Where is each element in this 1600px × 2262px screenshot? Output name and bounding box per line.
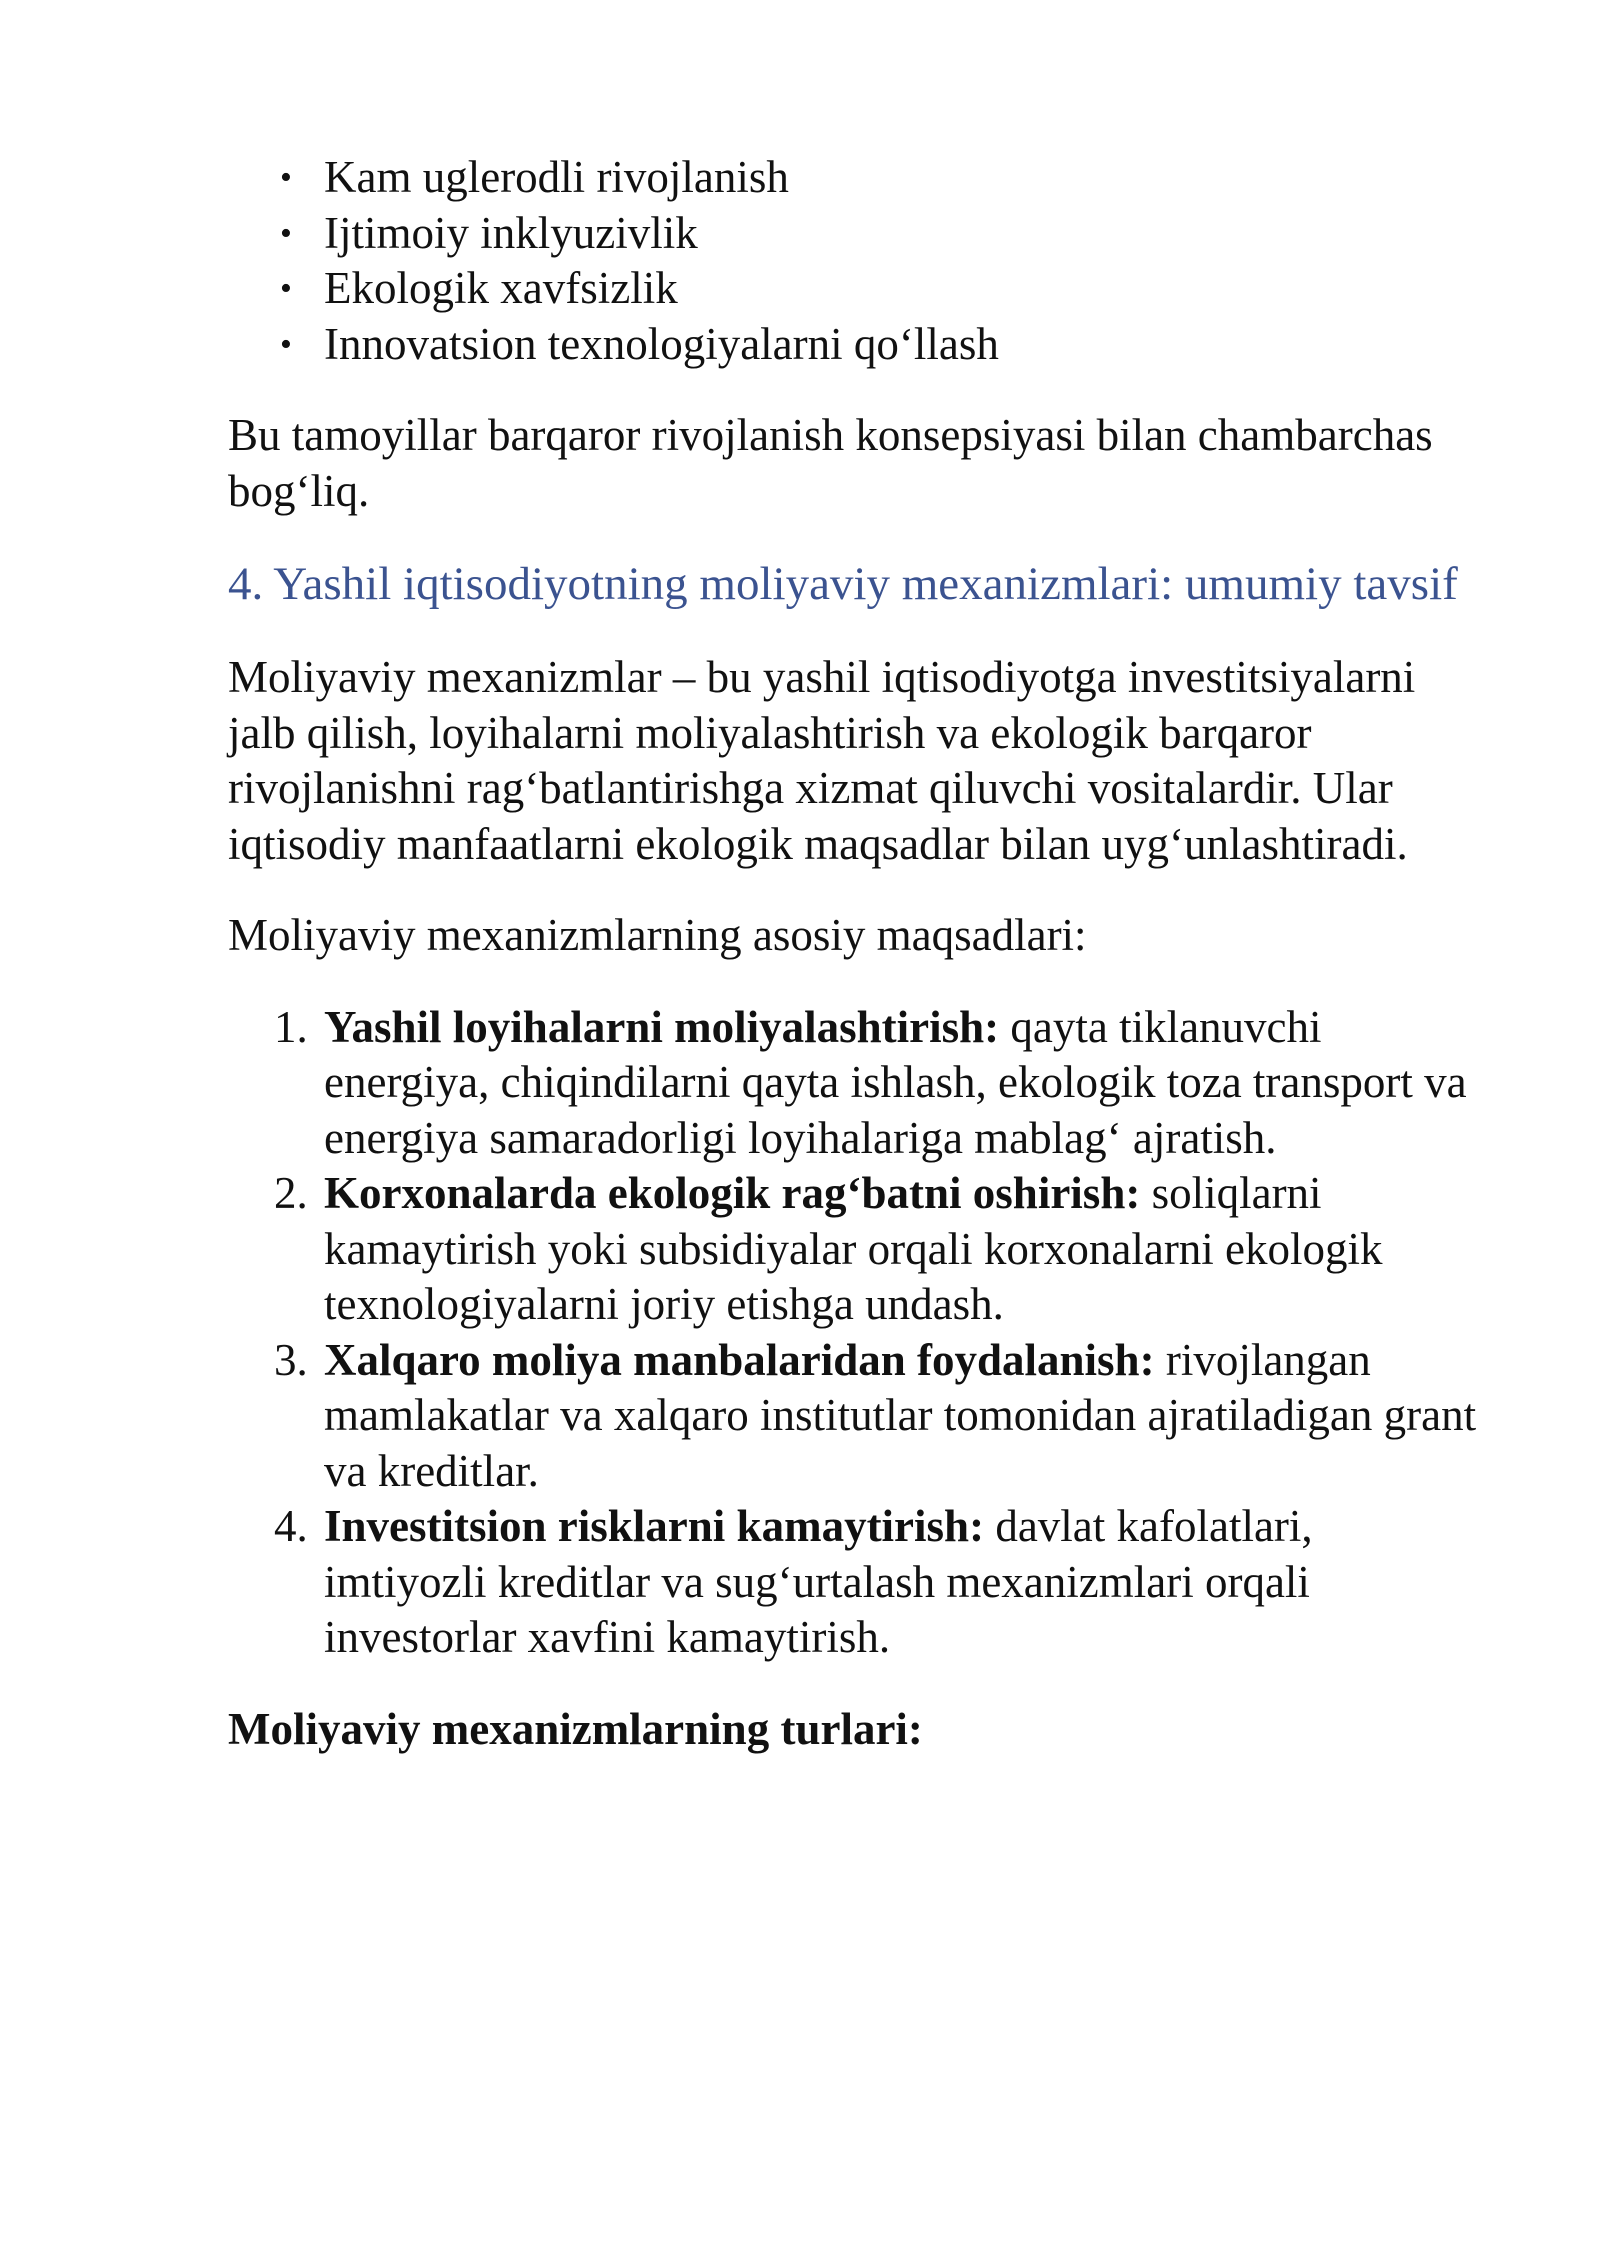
- bullet-item: [228, 261, 1478, 317]
- goal-title: Korxonalarda ekologik rag‘batni oshirish:: [324, 1168, 1141, 1218]
- goal-number: 2.: [274, 1168, 308, 1218]
- goal-title: Investitsion risklarni kamaytirish:: [324, 1501, 985, 1551]
- goal-item: [228, 1166, 1478, 1333]
- bullet-marker: •: [280, 270, 292, 307]
- bullet-item: [228, 206, 1478, 262]
- goal-text: davlat kafolatlari, imtiyozli kreditlar va sug‘urtalash mexanizmlari orqali investorlar xavfini kamaytirish.: [324, 1501, 1313, 1662]
- goal-item: [228, 1333, 1478, 1500]
- goal-title: Yashil loyihalarni moliyalashtirish:: [324, 1001, 1000, 1052]
- goal-text: qayta tiklanuvchi energiya, chiqindilarni qayta ishlash, ekologik toza transport va energiya samaradorligi loyihalariga mablag‘ ajratish.: [324, 1001, 1467, 1163]
- bullet-text: Ekologik xavfsizlik: [324, 263, 678, 313]
- document-page: [228, 150, 1478, 1757]
- mechanism-types-subheading: Moliyaviy mexanizmlarning turlari:: [228, 1703, 923, 1754]
- bullet-text: Kam uglerodli rivojlanish: [324, 152, 789, 202]
- bullet-text: Innovatsion texnologiyalarni qo‘llash: [324, 318, 999, 369]
- section-heading: 4. Yashil iqtisodiyotning moliyaviy mexanizmlari: umumiy tavsif: [228, 558, 1458, 610]
- goals-numbered-list: [228, 1000, 1478, 1666]
- bullet-marker: •: [280, 214, 292, 252]
- goal-item: [228, 1499, 1478, 1666]
- bullet-marker: •: [280, 159, 292, 196]
- goal-text: rivojlangan mamlakatlar va xalqaro institutlar tomonidan ajratiladigan grant va kreditlar.: [324, 1334, 1477, 1496]
- mechanisms-definition-paragraph: Moliyaviy mexanizmlar – bu yashil iqtisodiyotga investitsiyalarni jalb qilish, loyihalarni moliyalashtirish va ekologik barqaror rivojlanishni rag‘batlantirishga xizmat qiluvchi vositalardir. Ular iqtisodiy manfaatlarni ekologik maqsadlar bilan uyg‘unlashtiradi.: [228, 652, 1416, 869]
- goal-item: [228, 1000, 1478, 1167]
- principles-bullet-list: [228, 150, 1478, 372]
- goal-number: 1.: [274, 1001, 308, 1052]
- principles-summary-paragraph: Bu tamoyillar barqaror rivojlanish konsepsiyasi bilan chambarchas bog‘liq.: [228, 410, 1433, 516]
- goal-text: soliqlarni kamaytirish yoki subsidiyalar orqali korxonalarni ekologik texnologiyalarni joriy etishga undash.: [324, 1168, 1383, 1329]
- goal-title: Xalqaro moliya manbalaridan foydalanish:: [324, 1334, 1155, 1385]
- bullet-text: Ijtimoiy inklyuzivlik: [324, 207, 698, 258]
- bullet-marker: •: [280, 325, 292, 363]
- bullet-item: [228, 317, 1478, 373]
- goal-number: 3.: [274, 1334, 308, 1385]
- goal-number: 4.: [274, 1501, 308, 1551]
- goals-intro-paragraph: Moliyaviy mexanizmlarning asosiy maqsadlari:: [228, 910, 1087, 960]
- bullet-item: [228, 150, 1478, 206]
